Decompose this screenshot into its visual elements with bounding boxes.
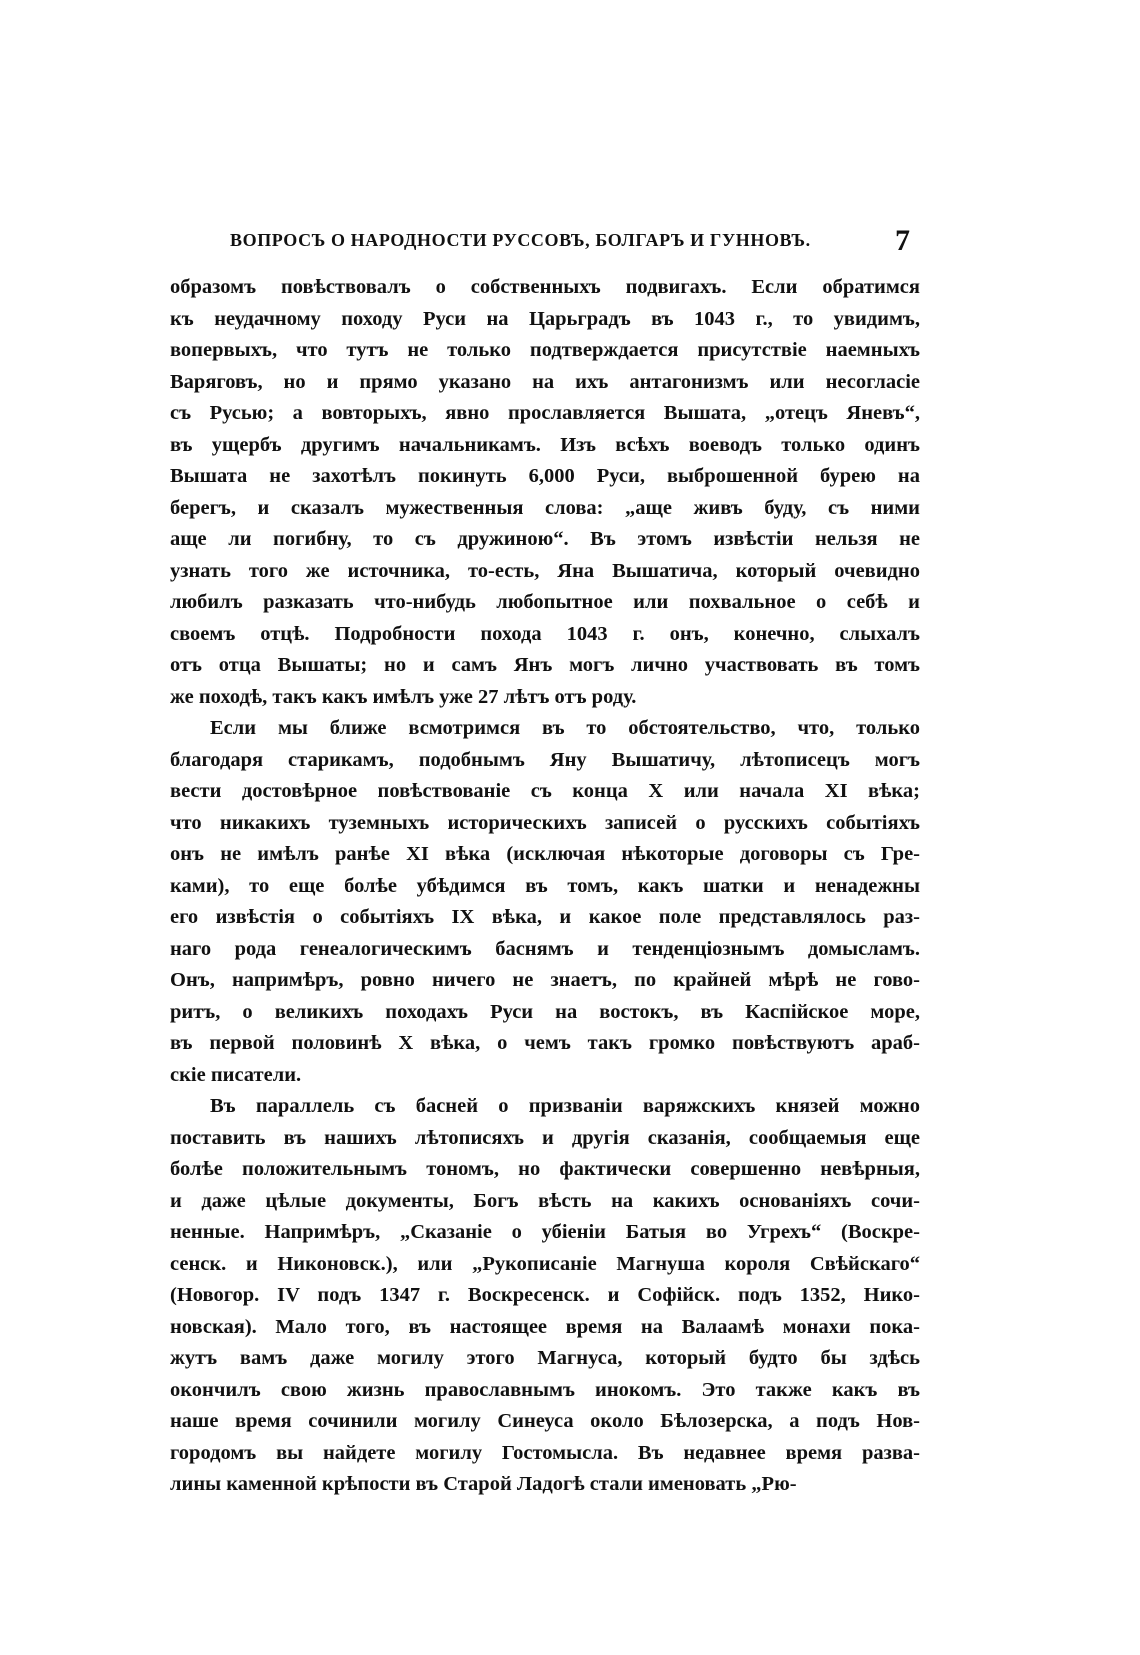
text-line: ненные. Напримѣръ, „Сказаніе о убіеніи Батыя во Угрехъ“ (Воскре- (170, 1221, 920, 1243)
text-line: и даже цѣлые документы, Богъ вѣсть на какихъ основаніяхъ сочи- (170, 1189, 920, 1212)
text-line: Если мы ближе всмотримся въ то обстоятельство, что, только (210, 717, 920, 739)
text-line: сенск. и Никоновск.), или „Рукописаніе Магнуша короля Свѣйскаго“ (170, 1252, 920, 1275)
text-line: его извѣстія о событіяхъ IX вѣка, и какое поле представлялось раз- (170, 906, 920, 928)
text-line: что никакихъ туземныхъ историческихъ записей о русскихъ событіяхъ (170, 811, 920, 834)
text-line: Варяговъ, но и прямо указано на ихъ антагонизмъ или несогласіе (170, 370, 920, 393)
text-line: окончилъ свою жизнь православнымъ инокомъ. Это также какъ въ (170, 1378, 920, 1401)
text-line: городомъ вы найдете могилу Гостомысла. Въ недавнее время разва- (170, 1441, 920, 1464)
text-line: въ ущербъ другимъ начальникамъ. Изъ всѣхъ воеводъ только одинъ (170, 433, 920, 456)
text-line: Въ параллель съ басней о призваніи варяжскихъ князей можно (210, 1095, 920, 1117)
body-text (170, 272, 920, 1501)
page-number: 7 (895, 224, 910, 257)
text-line: аще ли погибну, то съ дружиною“. Въ этомъ извѣстіи нельзя не (170, 528, 920, 550)
text-line: благодаря старикамъ, подобнымъ Яну Вышатичу, лѣтописецъ могъ (170, 748, 920, 771)
text-line: берегъ, и сказалъ мужественныя слова: „аще живъ буду, съ ними (170, 496, 920, 519)
text-line: скіе писатели. (170, 1063, 302, 1086)
text-line: наше время сочинили могилу Синеуса около Бѣлозерска, а подъ Нов- (170, 1410, 920, 1432)
text-line: онъ не имѣлъ ранѣе XI вѣка (исключая нѣкоторые договоры съ Гре- (170, 843, 920, 865)
text-line: вопервыхъ, что тутъ не только подтверждается присутствіе наемныхъ (170, 339, 920, 361)
text-line: узнать того же источника, то-есть, Яна Вышатича, который очевидно (170, 559, 920, 582)
text-line: любилъ разказать что-нибудь любопытное или похвальное о себѣ и (170, 591, 920, 613)
text-line: новская). Мало того, въ настоящее время на Валаамѣ монахи пока- (170, 1315, 920, 1338)
text-line: въ первой половинѣ X вѣка, о чемъ такъ громко повѣствуютъ араб- (170, 1032, 920, 1054)
paragraph (170, 713, 920, 1091)
text-line: ритъ, о великихъ походахъ Руси на востокъ, въ Каспійское море, (170, 1000, 920, 1023)
text-line: къ неудачному походу Руси на Царьградъ въ 1043 г., то увидимъ, (170, 307, 920, 330)
text-line: жутъ вамъ даже могилу этого Магнуса, который будто бы здѣсь (170, 1347, 920, 1369)
text-line: (Новогор. IV подъ 1347 г. Воскресенск. и Софійск. подъ 1352, Нико- (170, 1284, 920, 1306)
paragraph (170, 272, 920, 713)
text-line: образомъ повѣствовалъ о собственныхъ подвигахъ. Если обратимся (170, 276, 920, 298)
running-header (170, 224, 920, 264)
text-line: своемъ отцѣ. Подробности похода 1043 г. онъ, конечно, слыхалъ (170, 622, 920, 645)
text-line: отъ отца Вышаты; но и самъ Янъ могъ лично участвовать въ томъ (170, 654, 920, 676)
text-line: Вышата не захотѣлъ покинуть 6,000 Руси, выброшенной бурею на (170, 465, 920, 487)
text-line: болѣе положительнымъ тономъ, но фактически совершенно невѣрныя, (170, 1158, 920, 1180)
text-line: вести достовѣрное повѣствованіе съ конца X или начала XI вѣка; (170, 780, 920, 802)
text-line: же походѣ, такъ какъ имѣлъ уже 27 лѣтъ отъ роду. (170, 685, 637, 708)
text-line: Онъ, напримѣръ, ровно ничего не знаетъ, по крайней мѣрѣ не гово- (170, 969, 920, 991)
paragraph (170, 1091, 920, 1501)
text-line: наго рода генеалогическимъ баснямъ и тенденціознымъ домысламъ. (170, 937, 920, 960)
text-line: поставить въ нашихъ лѣтописяхъ и другія сказанія, сообщаемыя еще (170, 1126, 920, 1149)
text-line: лины каменной крѣпости въ Старой Ладогѣ стали именовать „Рю- (170, 1473, 797, 1495)
text-line: ками), то еще болѣе убѣдимся въ томъ, какъ шатки и ненадежны (170, 874, 920, 897)
running-header-title: ВОПРОСЪ О НАРОДНОСТИ РУССОВЪ, БОЛГАРЪ И ГУННОВЪ. (230, 230, 811, 250)
text-line: съ Русью; а вовторыхъ, явно прославляется Вышата, „отецъ Яневъ“, (170, 402, 920, 424)
